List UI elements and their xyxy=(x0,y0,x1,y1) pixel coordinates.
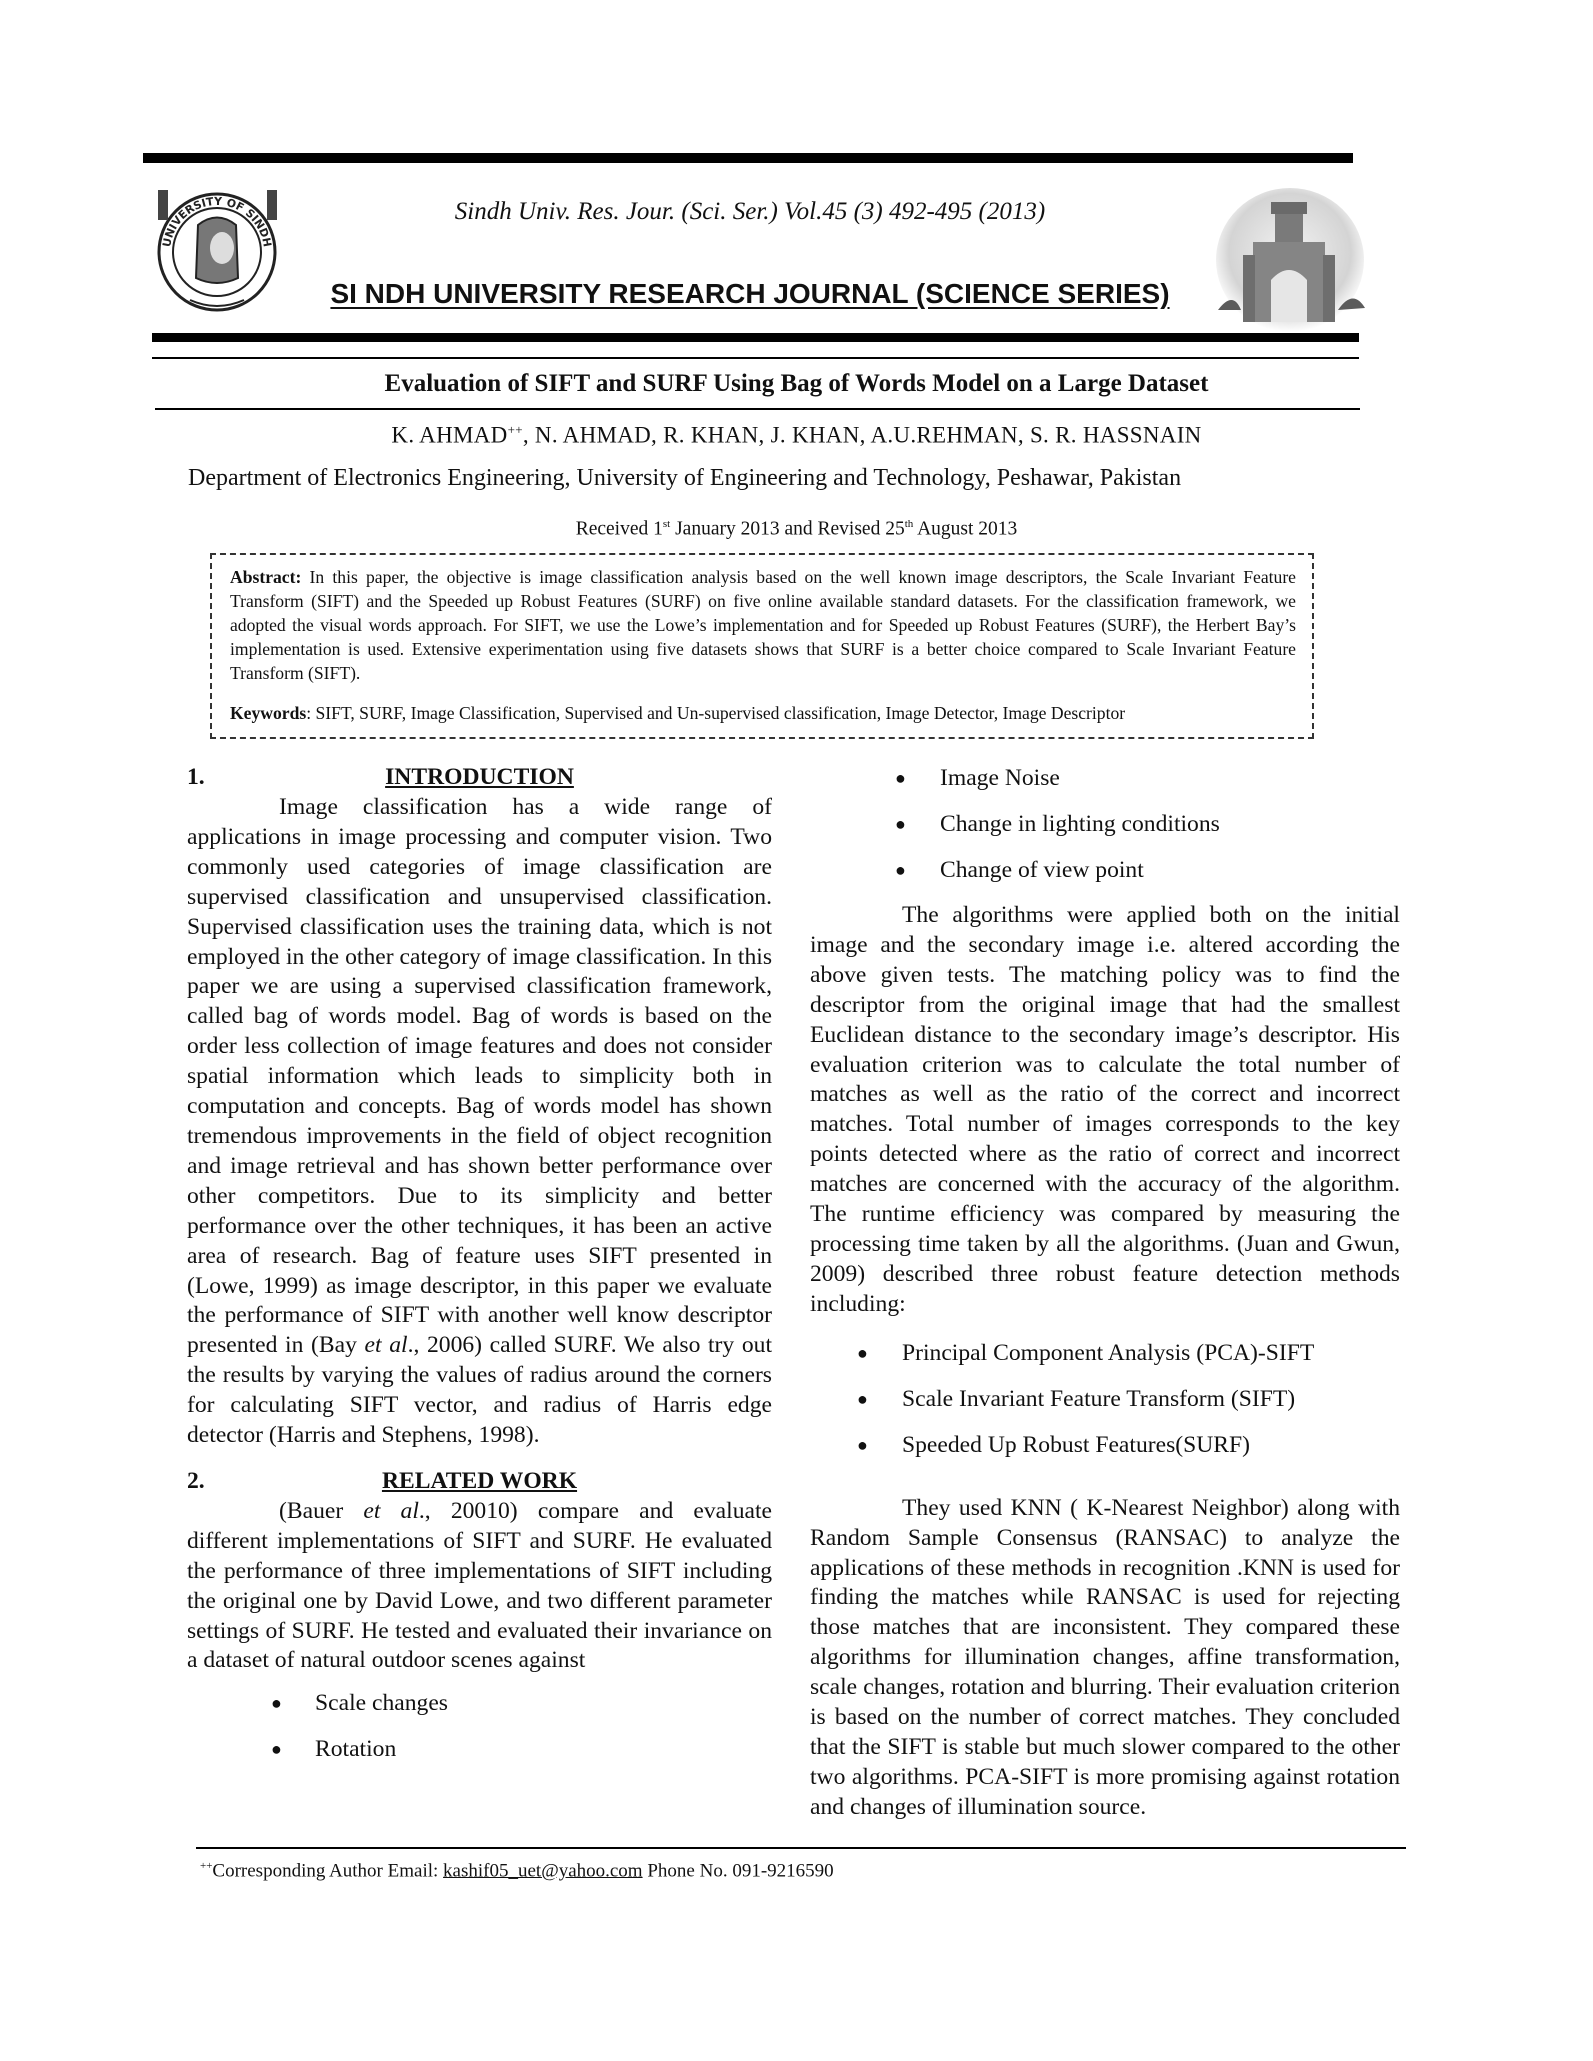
affiliation: Department of Electronics Engineering, University of Engineering and Technology, Peshawar, Pakistan xyxy=(188,465,1182,491)
abstract-text: In this paper, the objective is image classification analysis based on the well known image descriptors, the Scale Invariant Feature Transform (SIFT) and the Speeded up Robust Features (SURF) on five online available standard datasets. For the classification framework, we adopted the visual words approach. For SIFT, we use the Lowe’s implementation and for Speeded up Robust Features (SURF), the Herbert Bay’s implementation is used. Extensive experimentation using five datasets shows that SURF is a better choice compared to Scale Invariant Feature Transform (SIFT). xyxy=(230,567,1296,683)
author-list xyxy=(150,422,1443,449)
list-item xyxy=(810,1384,1400,1430)
intro-text: ., 2006) called SURF. We also try out the results by varying the values of radius around the corners for calculating SIFT vector, and radius of Harris edge detector (Harris and Stephens, 1998). xyxy=(187,1332,773,1449)
list-item-text: Scale Invariant Feature Transform (SIFT) xyxy=(902,1385,1296,1412)
university-seal-logo xyxy=(150,180,285,320)
list-item-text: Scale changes xyxy=(315,1690,448,1717)
list-item-text: Rotation xyxy=(315,1736,397,1763)
list-item xyxy=(810,1430,1400,1476)
section-title: INTRODUCTION xyxy=(385,764,574,790)
footnote-rule xyxy=(196,1847,1406,1849)
journal-citation: Sindh Univ. Res. Jour. (Sci. Ser.) Vol.45 (3) 492-495 (2013) xyxy=(454,198,1046,225)
header-bottom-rule xyxy=(152,333,1359,342)
bullet-icon: ● xyxy=(857,1434,868,1455)
section-number: 1. xyxy=(187,764,205,790)
list-item xyxy=(187,1734,772,1780)
keywords-text: : SIFT, SURF, Image Classification, Supervised and Un-supervised classification, Image Detector, Image Descriptor xyxy=(306,703,1126,723)
keywords xyxy=(230,701,1296,725)
list-item xyxy=(810,809,1400,855)
section-introduction-heading xyxy=(187,763,772,793)
footnote-mark: ++ xyxy=(200,1860,213,1872)
bullet-icon: ● xyxy=(895,860,906,880)
university-gate-photo-icon xyxy=(1213,180,1368,335)
bullet-icon: ● xyxy=(895,814,906,834)
list-item xyxy=(810,763,1400,809)
received-sup: st xyxy=(662,518,671,530)
list-item-text: Change of view point xyxy=(940,857,1144,883)
list-item xyxy=(187,1688,772,1734)
list-item-text: Principal Component Analysis (PCA)-SIFT xyxy=(902,1339,1315,1366)
related-paragraph-3: They used KNN ( K-Nearest Neighbor) along with Random Sample Consensus (RANSAC) to analyze the applications of these methods in recognition .KNN is used for finding the matches while RANSAC is used for rejecting those matches that are inconsistent. They compared these algorithms for illumination changes, affine transformation, scale changes, rotation and blurring. Their evaluation criterion is based on the number of correct matches. They concluded that the SIFT is stable but much slower compared to the other two algorithms. PCA-SIFT is more promising against rotation and changes of illumination source. xyxy=(810,1494,1400,1820)
received-part: January 2013 and Revised 25 xyxy=(670,518,905,540)
related-paragraph xyxy=(187,1497,772,1676)
section-number: 2. xyxy=(187,1467,205,1494)
bullet-icon: ● xyxy=(857,1342,868,1363)
list-item xyxy=(810,1338,1400,1384)
footnote-label: Corresponding Author Email: xyxy=(212,1860,444,1882)
title-rule xyxy=(155,408,1360,410)
received-dates xyxy=(150,518,1443,541)
seal-text: UNIVERSITY OF SINDH xyxy=(160,194,274,249)
et-al: et al xyxy=(363,1497,419,1524)
keywords-label: Keywords xyxy=(230,703,307,723)
abstract-label: Abstract: xyxy=(230,567,302,587)
et-al: et al xyxy=(364,1332,408,1359)
intro-text: Image classification has a wide range of applications in image processing and computer vision. Two commonly used categories of image classification are supervised classification and unsupervised classification. Supervised classification uses the training data, which is not employed in the other category of image classification. In this paper we are using a supervised classification framework, called bag of words model. Bag of words is based on the order less collection of image features and does not consider spatial information which leads to simplicity both in computation and concepts. Bag of words model has shown tremendous improvements in the field of object recognition and image retrieval and has shown better performance over other competitors. Due to its simplicity and better performance over the other techniques, it has been an active area of research. Bag of feature uses SIFT presented in (Lowe, 1999) as image descriptor, in this paper we evaluate the performance of SIFT with another well know descriptor presented in (Bay xyxy=(187,794,772,1359)
paper-title: Evaluation of SIFT and SURF Using Bag of Words Model on a Large Dataset xyxy=(384,370,1209,397)
footnote xyxy=(200,1860,834,1882)
received-part: August 2013 xyxy=(913,518,1018,540)
bullet-icon: ● xyxy=(857,1388,868,1409)
bullet-icon: ● xyxy=(895,768,906,788)
footnote-phone: Phone No. 091-9216590 xyxy=(642,1860,834,1882)
journal-name: SI NDH UNIVERSITY RESEARCH JOURNAL (SCIENCE SERIES) xyxy=(330,278,1170,309)
author-rest: , N. AHMAD, R. KHAN, J. KHAN, A.U.REHMAN, S. R. HASSNAIN xyxy=(522,422,1202,448)
bullet-icon: ● xyxy=(271,1693,282,1714)
related-text: (Bauer xyxy=(279,1497,364,1524)
list-item xyxy=(810,855,1400,901)
abstract-box xyxy=(210,553,1314,739)
list-item-text: Image Noise xyxy=(940,765,1060,791)
bullet-icon: ● xyxy=(271,1739,282,1760)
revised-sup: th xyxy=(904,518,914,530)
section-related-work-heading xyxy=(187,1467,772,1497)
right-column xyxy=(810,763,1400,1823)
intro-paragraph xyxy=(187,793,772,1451)
received-part: Received 1 xyxy=(575,518,663,540)
list-item-text: Change in lighting conditions xyxy=(940,811,1220,837)
section-title: RELATED WORK xyxy=(381,1467,578,1494)
author-email-link[interactable]: kashif05_uet@yahoo.com xyxy=(443,1860,643,1882)
methods-list xyxy=(810,1338,1400,1476)
test-list-left xyxy=(187,1688,772,1780)
author-first: K. AHMAD xyxy=(391,422,508,448)
abstract xyxy=(230,565,1296,685)
corresponding-mark: ++ xyxy=(507,422,523,437)
header-top-rule xyxy=(143,153,1353,163)
header-thin-rule xyxy=(152,357,1359,359)
test-list-right xyxy=(810,763,1400,901)
left-column xyxy=(187,763,772,1780)
related-paragraph-2: The algorithms were applied both on the initial image and the secondary image i.e. altered according the above given tests. The matching policy was to find the descriptor from the original image that had the smallest Euclidean distance to the secondary image’s descriptor. His evaluation criterion was to calculate the total number of matches as well as the ratio of the correct and incorrect matches. Total number of images corresponds to the key points detected where as the ratio of correct and incorrect matches are concerned with the accuracy of the algorithm. The runtime efficiency was compared by measuring the processing time taken by all the algorithms. (Juan and Gwun, 2009) described three robust feature detection methods including: xyxy=(810,902,1400,1317)
related-text: ., 20010) compare and evaluate different implementations of SIFT and SURF. He evaluated the performance of three implementations of SIFT including the original one by David Lowe, and two different parameter settings of SURF. He tested and evaluated their invariance on a dataset of natural outdoor scenes against xyxy=(187,1497,772,1674)
list-item-text: Speeded Up Robust Features(SURF) xyxy=(902,1431,1250,1458)
